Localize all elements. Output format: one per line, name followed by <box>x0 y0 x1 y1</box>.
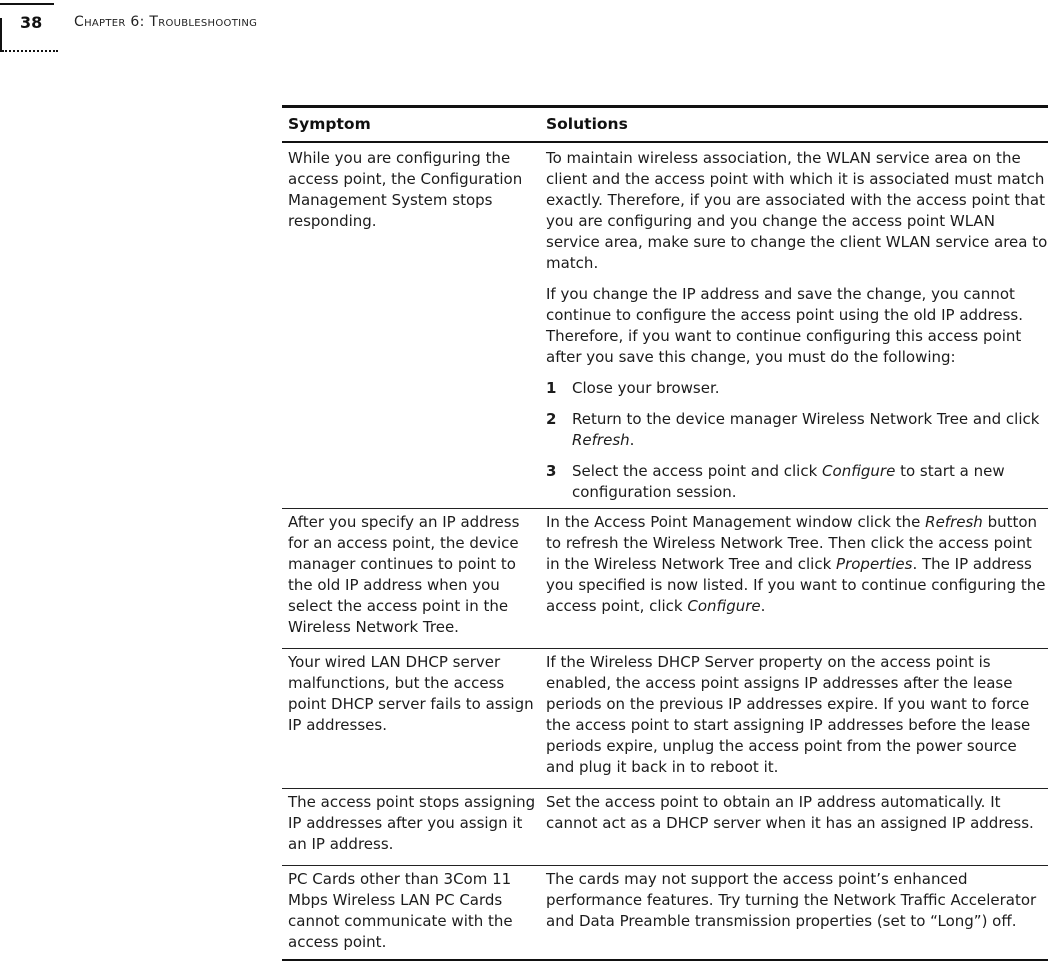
page-header <box>0 0 400 50</box>
table-row <box>282 143 1048 508</box>
solution-cell: Set the access point to obtain an IP address automatically. It cannot act as a DHCP server when it has an assigned IP address. <box>546 793 1034 832</box>
symptom-cell: PC Cards other than 3Com 11 Mbps Wireless LAN PC Cards cannot communicate with the access point. <box>288 870 513 951</box>
step-number: 1 <box>546 379 557 397</box>
solution-paragraph: To maintain wireless association, the WLAN service area on the client and the access point with which it is associated must match exactly. Therefore, if you are associated with the access point that you are configuring and you change the access point WLAN service area, make sure to change the client WLAN service area to match. <box>546 149 1048 272</box>
solution-steps <box>546 378 1048 503</box>
step-item <box>546 378 1048 399</box>
table-row <box>282 865 1048 959</box>
solution-cell: The cards may not support the access point’s enhanced performance features. Try turning the Network Traffic Accelerator and Data Preamble transmission properties (set to “Long”) off. <box>546 870 1037 930</box>
step-number: 2 <box>546 410 557 428</box>
column-header-symptom: Symptom <box>288 115 371 133</box>
column-header-solutions: Solutions <box>546 115 628 133</box>
troubleshooting-table <box>282 105 1048 961</box>
table-row <box>282 788 1048 865</box>
step-item <box>546 409 1048 451</box>
header-rule <box>0 3 54 5</box>
step-text: Close your browser. <box>572 379 720 397</box>
solution-cell: If the Wireless DHCP Server property on the access point is enabled, the access point assigns IP addresses after the lease periods on the previous IP addresses expire. If you want to force the access point to start assigning IP addresses before the lease periods expire, unplug the access point from the power source and plug it back in to reboot it. <box>546 653 1031 776</box>
symptom-cell: After you specify an IP address for an access point, the device manager continues to point to the old IP address when you select the access point in the Wireless Network Tree. <box>288 513 520 636</box>
symptom-cell: The access point stops assigning IP addresses after you assign it an IP address. <box>288 793 536 853</box>
solution-cell: In the Access Point Management window click the Refresh button to refresh the Wireless Network Tree. Then click the access point in the Wireless Network Tree and click Properties. The IP address you specified is now listed. If you want to continue configuring the access point, click Configure. <box>546 513 1046 615</box>
step-number: 3 <box>546 462 557 480</box>
table-row <box>282 508 1048 648</box>
step-text: Select the access point and click Configure to start a new configuration session. <box>572 462 1005 501</box>
step-text: Return to the device manager Wireless Network Tree and click Refresh. <box>572 410 1040 449</box>
chapter-title: Chapter 6: Troubleshooting <box>74 14 258 30</box>
page-number: 38 <box>20 13 43 32</box>
symptom-cell: Your wired LAN DHCP server malfunctions, but the access point DHCP server fails to assign IP addresses. <box>288 653 534 734</box>
step-item <box>546 461 1048 503</box>
solution-paragraph: If you change the IP address and save the change, you cannot continue to configure the access point using the old IP address. Therefore, if you want to continue configuring this access point after you save this change, you must do the following: <box>546 285 1024 366</box>
solution-cell <box>546 148 1048 503</box>
symptom-cell: While you are configuring the access point, the Configuration Management System stops responding. <box>288 149 523 230</box>
table-header-row <box>282 108 1048 143</box>
table-row <box>282 648 1048 788</box>
header-dotted-rule <box>2 44 58 52</box>
